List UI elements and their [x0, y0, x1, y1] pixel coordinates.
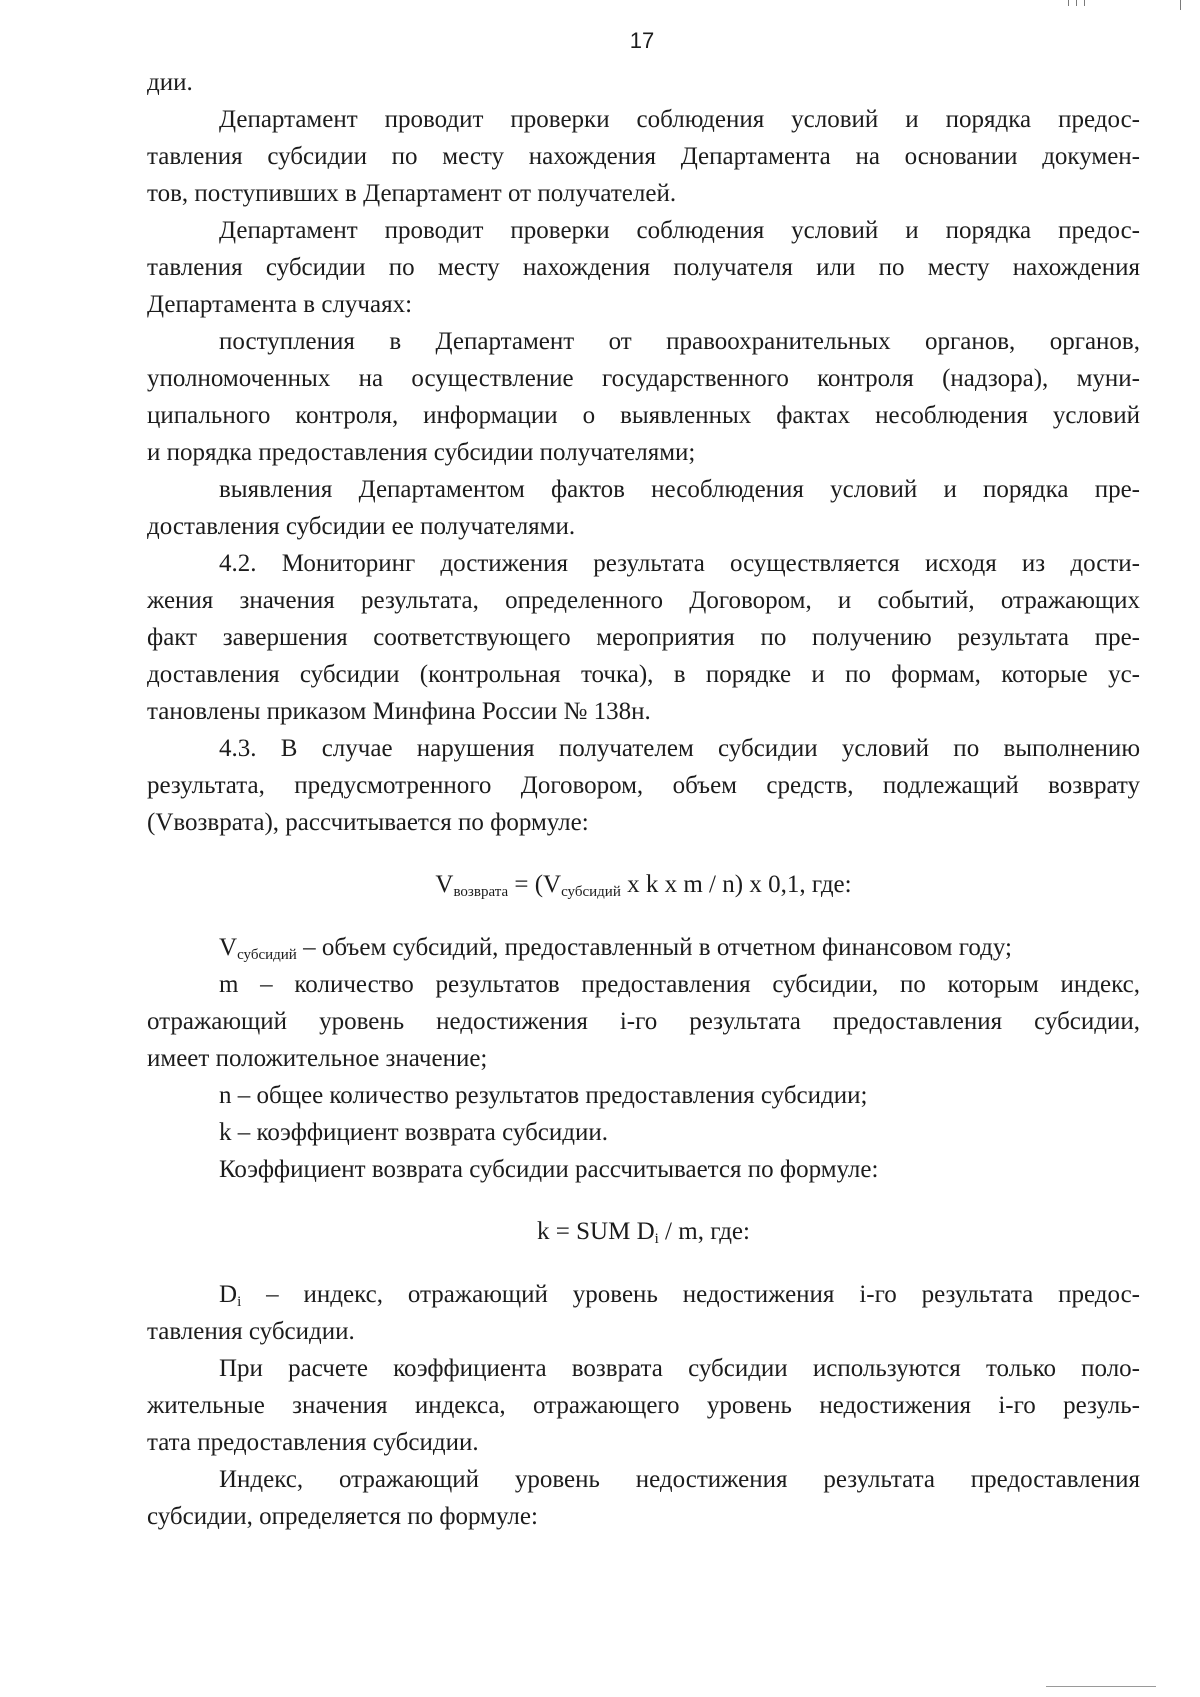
text-line: n – общее количество результатов предоставления субсидии; — [219, 1082, 868, 1109]
scan-artifact — [1180, 0, 1181, 10]
paragraph-positive-values — [147, 1350, 1140, 1461]
text-line: субсидии, определяется по формуле: — [147, 1503, 538, 1530]
paragraph-m-definition — [147, 966, 1140, 1077]
definition-text: – индекс, отражающий уровень недостижения i-го результата предос- — [241, 1281, 1140, 1308]
paragraph-continuation — [147, 64, 1140, 101]
formula-part: k = SUM D — [537, 1218, 655, 1245]
formula-part: = (V — [508, 871, 562, 898]
text-line: доставления субсидии (контрольная точка), в порядке и по формам, которые ус- — [147, 661, 1140, 688]
page-number: 17 — [629, 28, 655, 53]
text-line: Индекс, отражающий уровень недостижения результата предоставления — [219, 1466, 1140, 1493]
formula-return-volume — [147, 865, 1140, 905]
paragraph-v-subsidies-definition — [147, 929, 1140, 966]
text-line: тановлены приказом Минфина России № 138н. — [147, 698, 651, 725]
symbol-v: V — [219, 934, 238, 961]
symbol-subscript: i — [237, 1294, 242, 1310]
formula-part: x k x m / n) x 0,1, где: — [620, 871, 852, 898]
paragraph-case-law-enforcement — [147, 323, 1140, 471]
text-line: доставления субсидии ее получателями. — [147, 513, 576, 540]
symbol-subscript: субсидий — [237, 947, 297, 963]
text-line: Департамент проводит проверки соблюдения условий и порядка предос- — [219, 106, 1140, 133]
text-line: тавления субсидии. — [147, 1318, 355, 1345]
text-line: (Vвозврата), рассчитывается по формуле: — [147, 809, 589, 836]
formula-coefficient — [147, 1212, 1140, 1252]
paragraph-department-checks — [147, 101, 1140, 212]
formula-subscript: возврата — [453, 884, 509, 900]
paragraph-index-intro — [147, 1461, 1140, 1535]
text-line: результата, предусмотренного Договором, объем средств, подлежащий возврату — [147, 772, 1140, 799]
paragraph-coefficient-intro — [147, 1151, 1140, 1188]
paragraph-4-2-monitoring — [147, 545, 1140, 730]
text-line: При расчете коэффициента возврата субсидии используются только поло- — [219, 1355, 1140, 1382]
text-line: факт завершения соответствующего мероприятия по получению результата пре- — [147, 624, 1140, 651]
formula-subscript: субсидий — [561, 884, 621, 900]
scan-artifact — [1084, 0, 1085, 6]
text-line: 4.2. Мониторинг достижения результата осуществляется исходя из дости- — [219, 550, 1140, 577]
text-line: уполномоченных на осуществление государственного контроля (надзора), муни- — [147, 365, 1140, 392]
paragraph-case-detection — [147, 471, 1140, 545]
scan-artifact — [1076, 0, 1077, 6]
paragraph-k-definition — [147, 1114, 1140, 1151]
formula-subscript: i — [654, 1231, 659, 1247]
text-line: m – количество результатов предоставления субсидии, по которым индекс, — [219, 971, 1140, 998]
text-line: k – коэффициент возврата субсидии. — [219, 1119, 609, 1146]
text-line: имеет положительное значение; — [147, 1045, 488, 1072]
text-line: 4.3. В случае нарушения получателем субсидии условий по выполнению — [219, 735, 1140, 762]
text-line: жения значения результата, определенного Договором, и событий, отражающих — [147, 587, 1140, 614]
document-body — [147, 64, 1140, 1535]
paragraph-d-definition — [147, 1276, 1140, 1350]
text-line: выявления Департаментом фактов несоблюдения условий и порядка пре- — [219, 476, 1140, 503]
text-line: дии. — [147, 69, 193, 96]
text-line: тата предоставления субсидии. — [147, 1429, 479, 1456]
text-line: Департамента в случаях: — [147, 291, 413, 318]
text-line: тов, поступивших в Департамент от получателей. — [147, 180, 677, 207]
text-line: тавления субсидии по месту нахождения получателя или по месту нахождения — [147, 254, 1140, 281]
text-line: и порядка предоставления субсидии получателями; — [147, 439, 696, 466]
text-line: отражающий уровень недостижения i-го результата предоставления субсидии, — [147, 1008, 1140, 1035]
paragraph-4-3-violation — [147, 730, 1140, 841]
text-line — [147, 929, 1140, 966]
text-line: тавления субсидии по месту нахождения Департамента на основании докумен- — [147, 143, 1140, 170]
text-line: Коэффициент возврата субсидии рассчитывается по формуле: — [219, 1156, 879, 1183]
scan-artifact — [1046, 1686, 1156, 1687]
text-line: ципального контроля, информации о выявленных фактах несоблюдения условий — [147, 402, 1140, 429]
paragraph-department-checks-cases — [147, 212, 1140, 323]
text-line — [147, 1276, 1140, 1313]
text-line: поступления в Департамент от правоохранительных органов, органов, — [219, 328, 1140, 355]
scan-artifact — [1068, 0, 1069, 6]
definition-text: – объем субсидий, предоставленный в отчетном финансовом году; — [296, 934, 1012, 961]
formula-part: / m, где: — [658, 1218, 750, 1245]
formula-v: V — [435, 871, 454, 898]
text-line: Департамент проводит проверки соблюдения условий и порядка предос- — [219, 217, 1140, 244]
paragraph-n-definition — [147, 1077, 1140, 1114]
symbol-d: D — [219, 1281, 238, 1308]
text-line: жительные значения индекса, отражающего уровень недостижения i-го резуль- — [147, 1392, 1140, 1419]
